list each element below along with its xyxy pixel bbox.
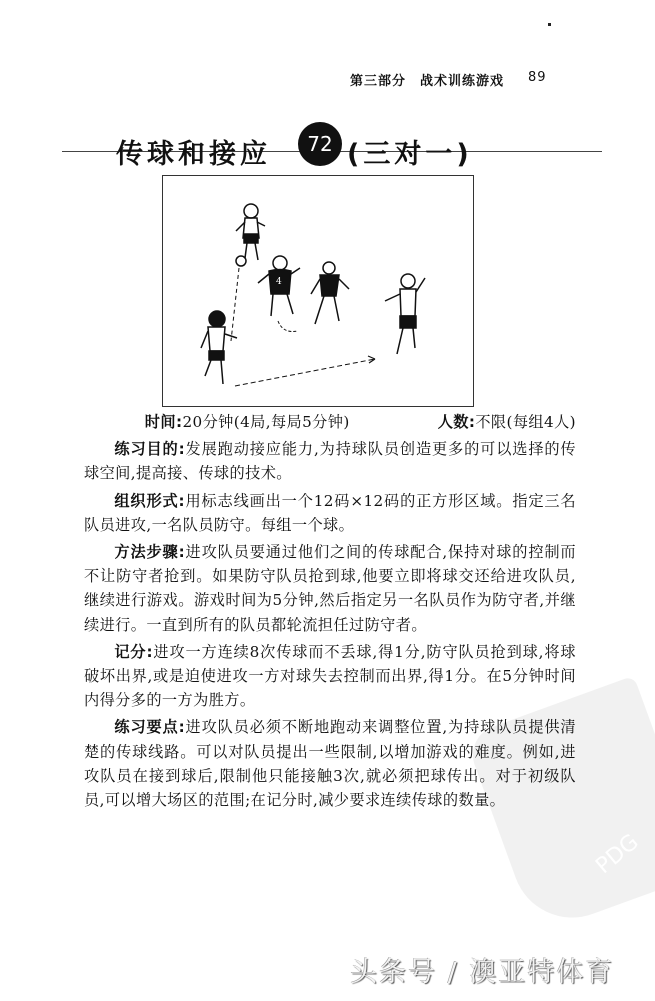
section-label: 记分: xyxy=(114,642,153,661)
player-receiver-icon xyxy=(385,274,425,354)
section-scoring xyxy=(84,640,576,713)
player-passer-icon xyxy=(201,311,237,384)
section-purpose xyxy=(84,437,576,485)
section-key-points xyxy=(84,715,576,812)
body-text xyxy=(84,410,576,815)
players-label: 人数: xyxy=(437,413,476,431)
game-number-badge xyxy=(298,122,342,166)
players-value: 不限(每组4人) xyxy=(475,413,576,431)
illustration-figure xyxy=(162,175,474,407)
page-title xyxy=(62,128,602,172)
ball-icon xyxy=(236,256,246,266)
players-info xyxy=(407,410,576,434)
section-text: 进攻一方连续8次传球而不丢球,得1分,防守队员抢到球,将球破坏出界,或是迫使进攻一方对球失去控制而出界,得1分。在5分钟时间内得分多的一方为胜方。 xyxy=(84,642,576,710)
player-defender-icon xyxy=(258,256,300,316)
pass-line-icon xyxy=(231,268,239,341)
running-head-section: 战术训练游戏 xyxy=(420,74,505,89)
section-text: 发展跑动接应能力,为持球队员创造更多的可以选择的传球空间,提高接、传球的技术。 xyxy=(84,440,577,483)
section-label: 练习目的: xyxy=(114,440,186,459)
section-organization xyxy=(84,489,576,537)
scan-speck xyxy=(548,23,551,26)
meta-line xyxy=(84,410,576,434)
section-text: 进攻队员要通过他们之间的传球配合,保持对球的控制而不让防守者抢到。如果防守队员抢到球,他要立即将球交还给进攻队员,继续进行游戏。游戏时间为5分钟,然后指定另一名队员作为防守者,并继续进行。一直到所有的队员都轮流担任过防守者。 xyxy=(84,543,577,634)
running-head xyxy=(350,70,580,89)
title-subtitle: (三对一) xyxy=(347,139,473,170)
time-label: 时间: xyxy=(144,413,183,431)
run-arrow-icon xyxy=(278,321,298,332)
player-attacker-dark-icon xyxy=(311,262,349,324)
section-label: 组织形式: xyxy=(114,491,186,510)
pass-line-icon xyxy=(235,359,375,386)
title-main: 传球和接应 xyxy=(116,139,271,170)
time-info xyxy=(114,410,349,434)
soccer-players-illustration xyxy=(163,176,473,406)
svg-text:4: 4 xyxy=(276,277,282,287)
section-text: 进攻队员必须不断地跑动来调整位置,为持球队员提供清楚的传球线路。可以对队员提出一些限制,以增加游戏的难度。例如,进攻队员在接到球后,限制他只能接触3次,就必须把球传出。对于初级队员,可以增大场区的范围;在记分时,减少要求连续传球的数量。 xyxy=(84,718,577,810)
section-procedure xyxy=(84,540,576,637)
game-number: 72 xyxy=(307,132,333,156)
running-head-part: 第三部分 xyxy=(350,74,407,89)
time-value: 20分钟(4局,每局5分钟) xyxy=(182,413,350,431)
footer-brand-watermark: 头条号 / 澳亚特体育 xyxy=(350,957,615,988)
player-top-icon xyxy=(236,204,265,260)
section-label: 方法步骤: xyxy=(114,543,186,562)
section-label: 练习要点: xyxy=(114,718,186,737)
page-number: 89 xyxy=(528,70,547,85)
watermark-text: PDG xyxy=(591,829,644,880)
section-text: 用标志线画出一个12码×12码的正方形区域。指定三名队员进攻,一名队员防守。每组一个球。 xyxy=(84,491,577,534)
